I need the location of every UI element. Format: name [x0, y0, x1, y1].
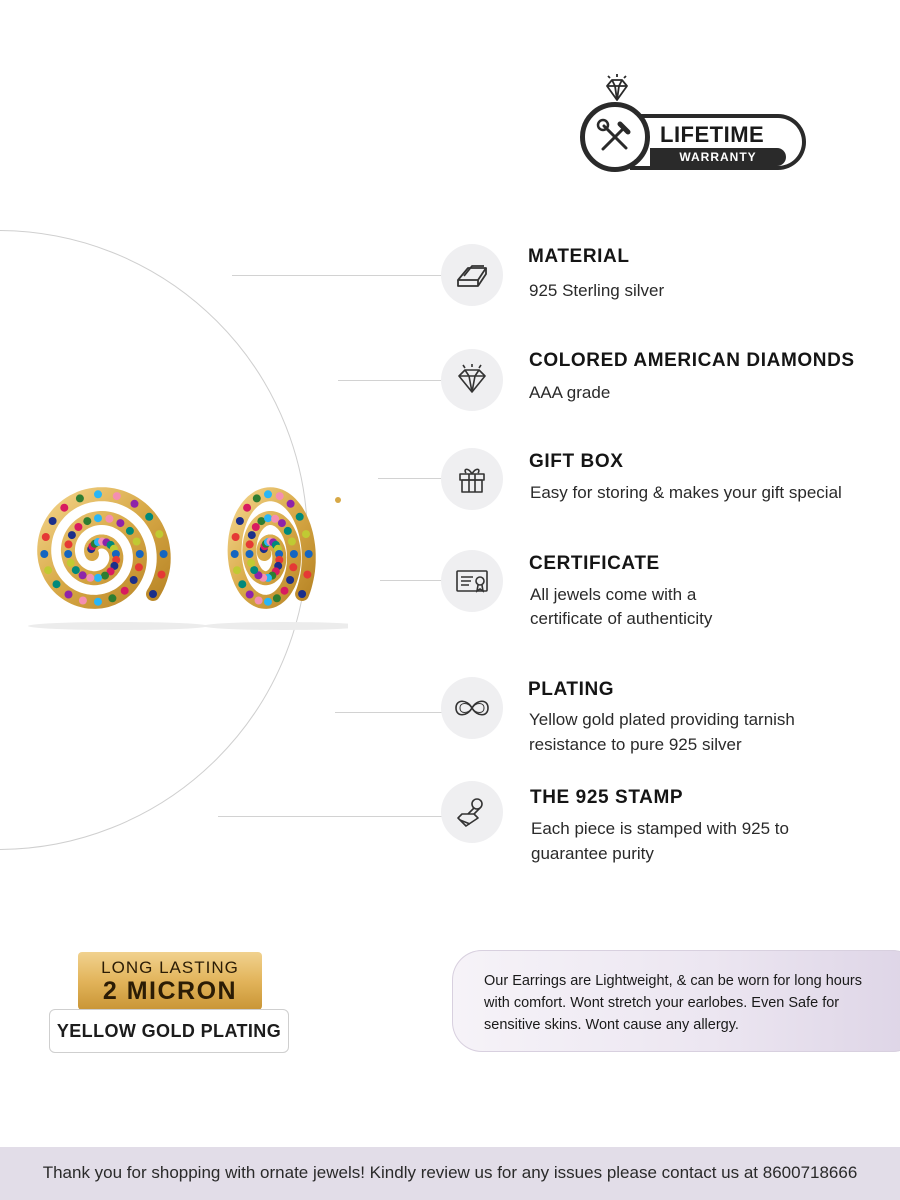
- long-lasting-badge: [78, 952, 262, 1010]
- gemstone: [296, 513, 304, 521]
- gemstone: [116, 519, 124, 527]
- gemstone: [252, 523, 260, 531]
- yellow-gold-plating-label: YELLOW GOLD PLATING: [49, 1009, 289, 1053]
- gemstone: [64, 550, 72, 558]
- feature-desc-gift-box: Easy for storing & makes your gift special: [530, 483, 842, 502]
- gemstone: [271, 515, 279, 523]
- gemstone: [121, 587, 129, 595]
- gemstone: [155, 530, 163, 538]
- gemstone: [246, 591, 254, 599]
- gemstone: [68, 531, 76, 539]
- gemstone: [232, 533, 240, 541]
- badge-line2: 2 MICRON: [102, 977, 238, 1005]
- gemstone: [158, 571, 166, 579]
- lightweight-note-text: Our Earrings are Lightweight, & can be worn for long hours with comfort. Wont stretch your earlobes. Even Safe for sensitive skins. Wont cause any allergy.: [484, 973, 863, 1033]
- connector-line: [335, 712, 442, 713]
- gemstone: [276, 492, 284, 500]
- gemstone: [113, 492, 121, 500]
- gemstone: [94, 598, 102, 606]
- footer-thank-you: Thank you for shopping with ornate jewels! Kindly review us for any issues please contact us at 8600718666: [0, 1147, 900, 1200]
- warranty-pill: [630, 114, 806, 170]
- gemstone: [108, 594, 116, 602]
- gemstone: [67, 559, 75, 567]
- gemstone: [86, 574, 94, 582]
- gemstone: [281, 587, 289, 595]
- gemstone: [243, 504, 251, 512]
- feature-desc-certificate-2: certificate of authenticity: [530, 609, 713, 628]
- connector-line: [380, 580, 442, 581]
- connector-line: [338, 380, 442, 381]
- feature-title-plating: PLATING: [528, 679, 615, 700]
- gemstone: [149, 590, 157, 598]
- gemstone: [273, 594, 281, 602]
- gemstone: [44, 566, 52, 574]
- gemstone: [233, 566, 241, 574]
- feature-desc-925-stamp-2: guarantee purity: [531, 844, 654, 863]
- gemstone: [76, 494, 84, 502]
- gemstone: [247, 559, 255, 567]
- feature-desc-diamonds: AAA grade: [529, 383, 611, 402]
- gemstone: [284, 527, 292, 535]
- earring-left: [40, 490, 167, 605]
- infinity-icon: [441, 677, 503, 739]
- spiral-earrings-image: [28, 478, 348, 638]
- feature-title-certificate: CERTIFICATE: [529, 553, 660, 574]
- gemstone: [53, 580, 61, 588]
- gemstone: [131, 500, 139, 508]
- gemstone: [74, 523, 82, 531]
- gemstone: [250, 566, 258, 574]
- gemstone: [264, 514, 272, 522]
- gemstone: [101, 572, 109, 580]
- feature-title-diamonds: COLORED AMERICAN DIAMONDS: [529, 350, 855, 371]
- gemstone: [290, 550, 298, 558]
- gemstone: [264, 598, 272, 606]
- feature-desc-certificate-1: All jewels come with a: [530, 585, 697, 604]
- warranty-line2: WARRANTY: [650, 148, 786, 166]
- feature-title-material: MATERIAL: [528, 246, 630, 267]
- gemstone: [253, 494, 261, 502]
- certificate-icon: [441, 550, 503, 612]
- gemstone: [72, 566, 80, 574]
- connector-line: [232, 275, 442, 276]
- gemstone: [83, 517, 91, 525]
- feature-desc-material: 925 Sterling silver: [529, 281, 665, 300]
- gemstone: [94, 514, 102, 522]
- gemstone: [40, 550, 48, 558]
- gemstone: [49, 517, 57, 525]
- gemstone: [135, 563, 143, 571]
- gemstone: [42, 533, 50, 541]
- gemstone: [79, 571, 87, 579]
- gemstone: [289, 563, 297, 571]
- gemstone: [264, 490, 272, 498]
- gemstone: [133, 538, 141, 546]
- gemstone: [65, 540, 73, 548]
- gemstone: [246, 550, 254, 558]
- warranty-line1: LIFETIME: [660, 122, 765, 147]
- gemstone: [60, 504, 68, 512]
- feature-desc-925-stamp-1: Each piece is stamped with 925 to: [531, 819, 789, 838]
- gemstone: [246, 540, 254, 548]
- gemstone: [136, 550, 144, 558]
- connector-line: [378, 478, 442, 479]
- silver-bars-icon: [441, 244, 503, 306]
- gemstone: [160, 550, 168, 558]
- gemstone: [302, 530, 310, 538]
- gemstone: [278, 519, 286, 527]
- gemstone: [248, 531, 256, 539]
- gemstone: [286, 576, 294, 584]
- connector-line: [218, 816, 442, 817]
- gemstone: [145, 513, 153, 521]
- gemstone: [255, 597, 263, 605]
- gemstone: [130, 576, 138, 584]
- badge-line1: LONG LASTING: [101, 958, 239, 977]
- feature-desc-plating-2: resistance to pure 925 silver: [529, 735, 742, 754]
- gemstone: [298, 590, 306, 598]
- gemstone: [126, 527, 134, 535]
- gemstone: [79, 597, 87, 605]
- gemstone: [65, 591, 73, 599]
- feature-title-gift-box: GIFT BOX: [529, 451, 624, 472]
- diamond-icon: [441, 349, 503, 411]
- feature-title-925-stamp: THE 925 STAMP: [530, 787, 684, 808]
- gemstone: [94, 490, 102, 498]
- feature-desc-plating-1: Yellow gold plated providing tarnish: [529, 710, 795, 729]
- gemstone: [94, 574, 102, 582]
- earring-right: [231, 490, 313, 605]
- lightweight-note-box: [452, 950, 900, 1052]
- tools-icon: [580, 102, 650, 172]
- gemstone: [105, 515, 113, 523]
- gemstone: [303, 571, 311, 579]
- gemstone: [287, 500, 295, 508]
- gemstone: [231, 550, 239, 558]
- gemstone: [236, 517, 244, 525]
- stamp-icon: [441, 781, 503, 843]
- diamond-icon: [602, 74, 632, 104]
- lifetime-warranty-badge: [578, 74, 810, 186]
- gemstone: [288, 538, 296, 546]
- gemstone: [305, 550, 313, 558]
- gemstone: [238, 580, 246, 588]
- gift-box-icon: [441, 448, 503, 510]
